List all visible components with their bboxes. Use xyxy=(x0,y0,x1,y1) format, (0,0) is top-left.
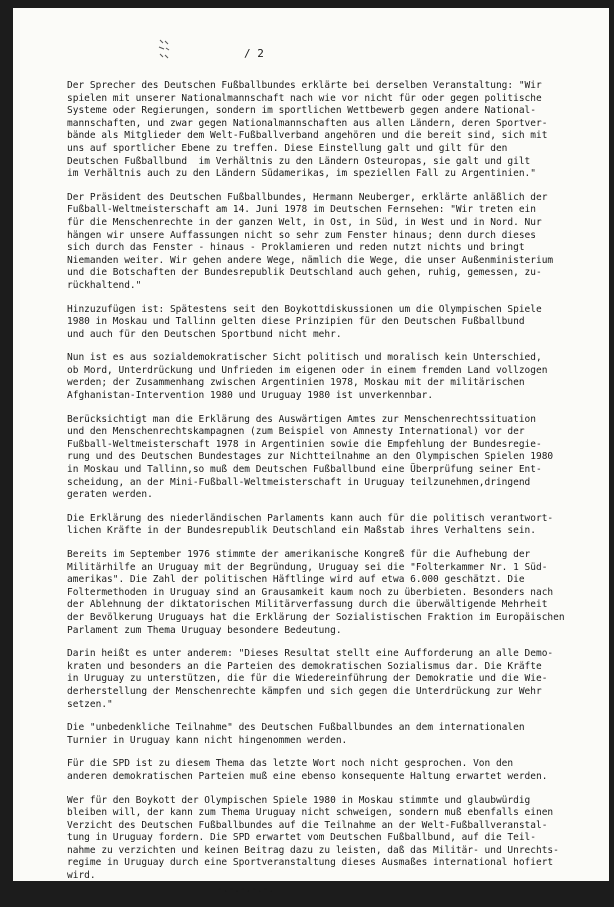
text-line: Militärhilfe an Uruguay mit der Begründung, Uruguay sei die "Folterkammer Nr. 1 Süd- xyxy=(67,561,548,573)
text-line: geraten werden. xyxy=(67,489,153,501)
text-line: in Uruguay zu unterstützen, die für die Wiedereinführung der Demokratie und die Wie- xyxy=(67,673,548,685)
text-line: und auch für den Deutschen Sportbund nicht mehr. xyxy=(67,328,342,340)
paragraph xyxy=(67,304,575,342)
text-line: bleiben will, der kann zum Thema Uruguay nicht schweigen, sondern muß ebenfalls einen xyxy=(67,807,554,819)
paragraph xyxy=(67,513,575,538)
text-line: ob Mord, Unterdrückung und Unfrieden im eigenen oder in einem fremden Land vollzogen xyxy=(67,364,548,376)
text-line: Für die SPD ist zu diesem Thema das letzte Wort noch nicht gesprochen. Von den xyxy=(67,758,514,770)
paragraph xyxy=(67,80,575,181)
text-line: setzen." xyxy=(67,698,113,710)
text-line: Niemanden weiter. Wir gehen andere Wege, nämlich die Wege, die unser Außenministerium xyxy=(67,254,554,266)
text-line: Verzicht des Deutschen Fußballbundes auf die Teilnahme an der Welt-Fußballveranstal- xyxy=(67,819,548,831)
text-line: und die Botschaften der Bundesrepublik Deutschland auch gehen, ruhig, gemessen, zu- xyxy=(67,267,542,279)
paragraph xyxy=(67,648,575,711)
paragraph xyxy=(67,192,575,293)
text-line: scheidung, an der Mini-Fußball-Weltmeisterschaft in Uruguay teilzunehmen,dringend xyxy=(67,476,531,488)
paragraph xyxy=(67,722,575,747)
text-line: Afghanistan-Intervention 1980 und Uruguay 1980 ist unverkennbar. xyxy=(67,390,434,402)
closing-mark: -.-.-.-.-. xyxy=(217,883,275,895)
text-line: hängen wir unsere Auffassungen nicht so sehr zum Fenster hinaus; denn durch dieses xyxy=(67,229,536,241)
text-line: Darin heißt es unter anderem: "Dieses Resultat stellt eine Aufforderung an alle Demo- xyxy=(67,648,554,660)
page-number: / 2 xyxy=(244,47,264,60)
text-line: Berücksichtigt man die Erklärung des Auswärtigen Amtes zur Menschenrechtssituation xyxy=(67,413,536,425)
document-body xyxy=(67,40,575,907)
text-line: der Bevölkerung Uruguays hat die Erklärung der Sozialistischen Fraktion im Europäischen xyxy=(67,611,565,623)
text-line: Nun ist es aus sozialdemokratischer Sicht politisch und moralisch kein Unterschied, xyxy=(67,352,542,364)
text-line: für die Menschenrechte in der ganzen Welt, in Ost, in Süd, in West und in Nord. Nur xyxy=(67,216,542,228)
text-line: Deutschen Fußballbund im Verhältnis zu den Ländern Osteuropas, sie galt und gilt xyxy=(67,155,531,167)
paragraph xyxy=(67,414,575,502)
text-line: in Moskau und Tallinn,so muß dem Deutschen Fußballbund eine Überprüfung seiner Ent- xyxy=(67,464,542,476)
text-line: uns auf sportlicher Ebene zu treffen. Diese Einstellung galt und gilt für den xyxy=(67,142,508,154)
text-line: im Verhältnis auch zu den Ländern Südamerikas, im speziellen Fall zu Argentinien." xyxy=(67,168,536,180)
text-line: Turnier in Uruguay kann nicht hingenommen werden. xyxy=(67,734,348,746)
text-line: Die "unbedenkliche Teilnahme" des Deutschen Fußballbundes an dem internationalen xyxy=(67,722,525,734)
text-line: amerikas". Die Zahl der politischen Häftlinge wird auf etwa 6.000 geschätzt. Die xyxy=(67,574,525,586)
text-line: Wer für den Boykott der Olympischen Spiele 1980 in Moskau stimmte und glaubwürdig xyxy=(67,794,531,806)
text-line: Fußball-Weltmeisterschaft 1978 in Argentinien sowie die Empfehlung der Bundesregie- xyxy=(67,438,542,450)
text-line: mannschaften, und zwar gegen Nationalmannschaften aus allen Ländern, deren Sportver- xyxy=(67,117,548,129)
text-line: Parlament zum Thema Uruguay besondere Bedeutung. xyxy=(67,624,342,636)
text-line: sich durch das Fenster - hinaus - Proklamieren und reden nutzt nichts und bringt xyxy=(67,242,525,254)
text-line: 1980 in Moskau und Tallinn gelten diese Prinzipien für den Deutschen Fußballbund xyxy=(67,316,525,328)
text-line: Der Sprecher des Deutschen Fußballbundes erklärte bei derselben Veranstaltung: "Wir xyxy=(67,80,542,91)
text-line: regime in Uruguay durch eine Sportveranstaltung dieses Ausmaßes international hofiert xyxy=(67,857,554,869)
text-line: rung und des Deutschen Bundestages zur Nichtteilnahme an den Olympischen Spielen 1980 xyxy=(67,451,554,463)
text-line: kraten und besonders an die Parteien des demokratischen Sozialismus dar. Die Kräfte xyxy=(67,660,542,672)
text-line: wird. xyxy=(67,870,96,882)
text-line: bände als Mitglieder dem Welt-Fußballverband angehören und die bereit sind, sich mit xyxy=(67,130,548,142)
text-line: Bereits im September 1976 stimmte der amerikanische Kongreß für die Aufhebung der xyxy=(67,549,531,560)
text-line: anderen demokratischen Parteien muß eine ebenso konsequente Haltung erwartet werden. xyxy=(67,770,548,782)
paragraph xyxy=(67,549,575,637)
text-line: Der Präsident des Deutschen Fußballbundes, Hermann Neuberger, erklärte anläßlich der xyxy=(67,191,548,203)
text-line: spielen mit unserer Nationalmannschaft nach wie vor nicht für oder gegen politische xyxy=(67,92,542,104)
text-line: lichen Kräfte in der Bundesrepublik Deutschland ein Maßstab ihres Verhaltens sein. xyxy=(67,525,536,537)
text-line: der Ablehnung der diktatorischen Militärverfassung durch die überwältigende Mehrheit xyxy=(67,599,548,611)
paragraph xyxy=(67,758,575,783)
text-line: nahme zu verzichten und keinen Beitrag dazu zu leisten, daß das Militär- und Unrechts- xyxy=(67,844,559,856)
paragraph xyxy=(67,795,575,883)
text-line: Foltermethoden in Uruguay sind an Grausamkeit kaum noch zu überbieten. Besonders nach xyxy=(67,586,554,598)
text-line: derherstellung der Menschenrechte kämpfen und sich gegen die Unterdrückung zur Wehr xyxy=(67,685,542,697)
text-line: rückhaltend." xyxy=(67,279,142,291)
text-line: Hinzuzufügen ist: Spätestens seit den Boykottdiskussionen um die Olympischen Spiele xyxy=(67,303,542,315)
text-line: werden; der Zusammenhang zwischen Argentinien 1978, Moskau mit der militärischen xyxy=(67,377,525,389)
text-line: Fußball-Weltmeisterschaft am 14. Juni 1978 im Deutschen Fernsehen: "Wir treten ein xyxy=(67,204,536,216)
text-line: Systeme oder Regierungen, sondern im sportlichen Wettbewerb gegen andere National- xyxy=(67,105,536,117)
text-line: tung in Uruguay fordern. Die SPD erwartet vom Deutschen Fußballbund, auf die Teil- xyxy=(67,832,536,844)
text-line: Die Erklärung des niederländischen Parlaments kann auch für die politisch verantwort- xyxy=(67,512,554,524)
paragraph xyxy=(67,352,575,402)
text-line: und den Menschenrechtskampagnen (zum Beispiel von Amnesty International) vor der xyxy=(67,426,525,438)
